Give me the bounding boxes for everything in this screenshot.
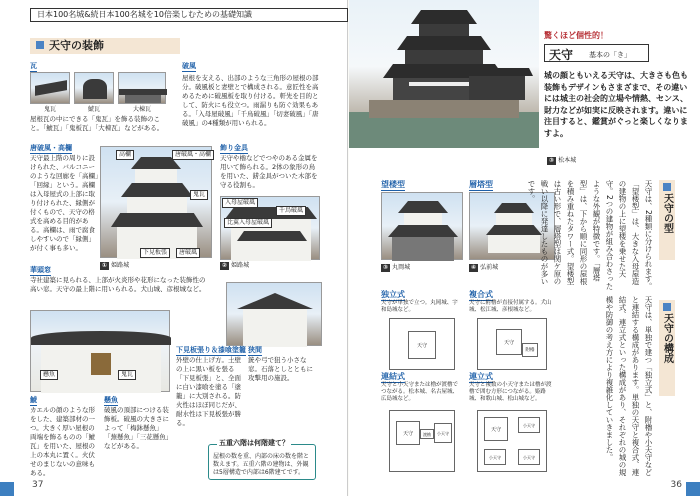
shachi-photo <box>74 72 114 104</box>
mushiko-label: 狭間 <box>248 346 262 354</box>
callout-2: 鬼瓦 <box>190 190 208 200</box>
question-title: 五重六階は何階建て？ <box>219 439 289 447</box>
type-section-title: 天守の型 <box>659 180 675 260</box>
type-cap-0: ③ 丸岡城 <box>383 264 411 271</box>
type-text: 天守は、2種類に分けられます。「望楼型」は、大きな入母屋造の建物の上に望楼を乗せた天守。2つの建物が組み合わさったような外観が特徴です。「層塔型」は、下から順に同形の屋根を積み重ねたタワー式。望楼型は古い形で、層塔型は関ケ原の戦い以降に発達したものが多いです。 <box>527 180 653 290</box>
hanagata-label: 華頭窓 <box>30 266 51 274</box>
callout-5: 比翼入母屋破風 <box>224 218 272 228</box>
kawara-text: 屋根瓦の中にできる「鬼瓦」を飾る装飾のこと。「鯱瓦」「鬼板瓦」「大棟瓦」などがある。 <box>30 115 164 132</box>
intro-text: 城の顔ともいえる天守は、大きさも色も装飾もデザインもさまざまで、その違いには城主の社会的立場や情熱、センス、財力などが如実に反映されます。違いに注目すると、鑑賞がぐっと楽しくなりますよ。 <box>544 71 688 138</box>
diagram-3-box-0: 天守 <box>484 417 508 441</box>
diagram-0-box-0: 天守 <box>408 331 436 359</box>
ridge-photo <box>118 72 166 104</box>
page-number-left: 37 <box>32 480 44 490</box>
callout-3: 千鳥破風 <box>276 206 306 216</box>
diagram-2-box-0: 天守 <box>396 421 420 445</box>
kawara-item-0: 鬼瓦 <box>43 106 56 113</box>
mushiko-text: 銃や弓で狙う小さな窓。石落としとともに攻撃用の施設。 <box>248 356 313 382</box>
callout-1: 唐破風・高欄 <box>172 150 214 160</box>
sangai-label: 懸魚 <box>104 396 118 404</box>
page-corner-left <box>0 482 14 496</box>
kabuki-text: カエルの顔のような形をした、建築部材の一つ。大きく厚い屋根の両端を飾るものの「鯱瓦」を用いた、屋根の上の本丸に置く。火伏せのまじないの意味もある。 <box>30 406 95 477</box>
shitamiita-text: 外壁の仕上げ方。土壁の上に黒い板を張る「下見板張」と、全面に白い漆喰を塗る「塗籠」に大別される。防火性はほぼ同じだが、耐水性は下見板張が勝る。 <box>176 356 241 427</box>
diagram-0 <box>389 318 455 370</box>
onigawara-photo <box>30 72 70 104</box>
kazari-label: 飾り金具 <box>220 144 248 152</box>
diagram-title-1: 複合式 <box>469 290 493 299</box>
diagram-3-box-2: 小天守 <box>484 449 506 465</box>
hafu-label: 破風 <box>182 62 196 70</box>
structure-section-title: 天守の構成 <box>659 300 675 396</box>
diagram-2 <box>389 410 455 472</box>
kawara-item-1: 鯱瓦 <box>87 106 100 113</box>
callout-8: 唐破風 <box>176 248 200 258</box>
diagram-text-3: 天守と複数の小天守または櫓が渡櫓で囲む方形につながる。姫路城、和歌山城、松山城など。 <box>469 382 552 402</box>
diagram-title-2: 連結式 <box>381 372 405 381</box>
callout-6: 下見板張 <box>140 248 170 258</box>
photo-cap-1: ② 姫路城 <box>222 262 250 269</box>
kawara-item-2: 大棟瓦 <box>132 106 151 113</box>
diagram-3-box-1: 小天守 <box>518 417 540 433</box>
diagram-3-box-3: 小天守 <box>518 449 540 465</box>
big-photo-cap: ③ 松本城 <box>549 157 577 164</box>
karato-label: 唐破風・高欄 <box>30 144 72 152</box>
diagram-2-box-2: 小天守 <box>434 423 452 443</box>
question-box <box>208 439 316 480</box>
kazari-text: 天守や櫓などでつやのある金属を用いて飾られる。2体の象形の鳥を用いた、錺金具がついた木部を守る役割も。 <box>220 154 318 189</box>
photo2-cap-1: 鬼瓦 <box>118 370 136 380</box>
diagram-1 <box>477 318 547 370</box>
himeji-photo-1 <box>100 146 212 258</box>
photo2-cap-0: 懸魚 <box>40 370 58 380</box>
hafu-detail-photo <box>226 282 322 346</box>
type-cap-1: ④ 弘前城 <box>471 264 499 271</box>
diagram-2-box-1: 渡櫓 <box>420 429 434 439</box>
kabuki-label: 鯱 <box>30 396 37 404</box>
main-title: 天守 <box>549 48 574 62</box>
maruoka-photo <box>381 192 463 260</box>
diagram-1-box-1: 附櫓 <box>522 343 538 357</box>
diagram-1-box-0: 天守 <box>496 329 522 355</box>
diagram-title-0: 独立式 <box>381 290 405 299</box>
callout-4: 入母屋破風 <box>222 198 258 208</box>
photo-cap-0: ① 姫路城 <box>102 262 130 269</box>
page-header: 日本100名城&続日本100名城を10倍楽しむための基礎知識 <box>30 8 348 22</box>
castle-illustration <box>349 0 539 148</box>
right-page <box>349 0 700 496</box>
sangai-text: 破風の頂部につける装飾板。破風の大きさによって「梅鉢懸魚」「蕪懸魚」「三花懸魚」などがある。 <box>104 406 169 450</box>
matsumoto-photo <box>349 0 539 148</box>
hanagata-text: 寺社建築に見られる、上部が火炎形や花形になった装飾性の高い窓。天守の最上階に用いられる。犬山城、彦根城など。 <box>30 276 206 293</box>
sub-title: 基本の「き」 <box>589 51 631 59</box>
shitamiita-label: 下見板張り＆漆喰塗籠 <box>176 346 246 354</box>
page-corner-right <box>686 482 700 496</box>
diagram-text-1: 天守に附櫓が直接付属する。犬山城、松江城、彦根城など。 <box>469 300 552 313</box>
page-number-right: 36 <box>670 480 682 490</box>
question-text: 屋根の数を重、内部の床の数を階と数えます。五重六階の建物は、外観は5層構造で内部は6階建てです。 <box>213 453 310 476</box>
hafu-text: 屋根を支える、出部のような三角形の屋根の部分。破風板と妻壁とで構成される。意匠性を高めるために破風板を取り付ける。軒先を目的として、防火にも役立つ。雨漏りも防ぐ効果もある。「入母屋破風」「千鳥破風」「切妻破風」「唐破風」の4種類が用いられる。 <box>182 74 319 127</box>
type-label-0: 望楼型 <box>381 180 405 189</box>
left-page <box>0 0 348 496</box>
callout-0: 高欄 <box>116 150 134 160</box>
title-box <box>544 44 649 62</box>
karato-text: 天守最上階の周りに設けられた、バルコニーのような回廊を「高欄」「回縁」という。高欄は入母屋式の上部に取り付けられた、縁側が付くもので、天守の格式を高める目的がある。高欄は、雨で腐食しやすいので「縁側」が付く事も多い。 <box>30 154 99 252</box>
surprise-text: 驚くほど個性的！ <box>544 31 608 40</box>
type-label-1: 層塔型 <box>469 180 493 189</box>
diagram-3 <box>477 410 547 472</box>
kawara-label: 瓦 <box>30 62 37 70</box>
section-title: 天守の装飾 <box>30 38 180 54</box>
diagram-text-2: 天守と小天守または櫓が渡櫓でつながる。松本城、名古屋城、広島城など。 <box>381 382 459 402</box>
diagram-text-0: 天守が単独で立つ。丸岡城、宇和島城など。 <box>381 300 458 313</box>
structure-text: 天守は、単独で建つ「独立式」と、附櫓や小天守などと連結する構成があります。単独の天守と複合式、連結式、連立式といった構成があり、それぞれの城の規模や防御の考え方により複雑化していきました。 <box>605 296 653 476</box>
diagram-title-3: 連立式 <box>469 372 493 381</box>
